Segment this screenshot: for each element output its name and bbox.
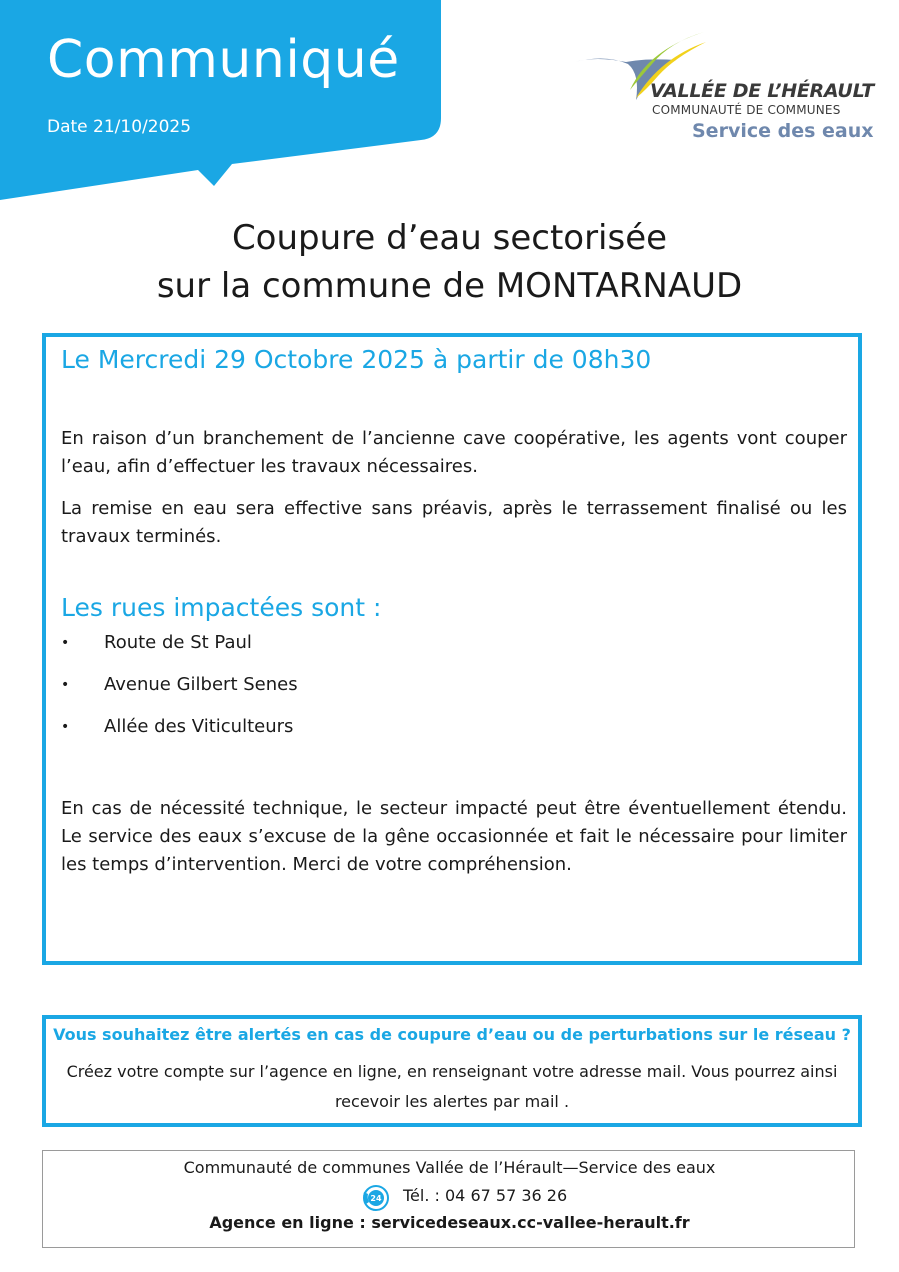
logo-service: Service des eaux	[692, 120, 874, 142]
page-title: Communiqué	[47, 30, 400, 90]
alert-title: Vous souhaitez être alertés en cas de coupure d’eau ou de perturbations sur le réseau ?	[53, 1025, 851, 1044]
intervention-date: Le Mercredi 29 Octobre 2025 à partir de 08h30	[61, 345, 652, 374]
bullet-icon: •	[61, 719, 70, 735]
streets-heading: Les rues impactées sont :	[61, 593, 382, 622]
notice-paragraph-2: La remise en eau sera effective sans préavis, après le terrassement finalisé ou les travaux terminés.	[61, 498, 847, 547]
alert-text: Créez votre compte sur l’agence en ligne, en renseignant votre adresse mail. Vous pourrez ainsi recevoir les alertes par mail .	[66, 1062, 838, 1111]
phone-icon-label: 24	[370, 1194, 382, 1203]
alert-box	[42, 1015, 862, 1127]
logo-subtitle: COMMUNAUTÉ DE COMMUNES	[652, 103, 841, 117]
street-name: Allée des Viticulteurs	[104, 716, 294, 737]
headline-line2: sur la commune de MONTARNAUD	[156, 266, 743, 306]
list-item	[61, 713, 298, 755]
headline	[0, 214, 899, 310]
headline-line1: Coupure d’eau sectorisée	[231, 218, 668, 258]
phone-number: Tél. : 04 67 57 36 26	[403, 1186, 568, 1205]
bullet-icon: •	[61, 635, 70, 651]
logo-name: VALLÉE DE L’HÉRAULT	[650, 80, 874, 102]
footer-organization: Communauté de communes Vallée de l’Hérault—Service des eaux	[183, 1158, 716, 1177]
street-list	[61, 629, 298, 755]
notice-paragraph-3: En cas de nécessité technique, le secteur impacté peut être éventuellement étendu. Le service des eaux s’excuse de la gêne occasionnée et fait le nécessaire pour limiter les temps d’intervention. Merci de votre compréhension.	[61, 798, 847, 875]
notice-paragraph-1: En raison d’un branchement de l’ancienne cave coopérative, les agents vont couper l’eau, afin d’effectuer les travaux nécessaires.	[61, 428, 847, 477]
contact-footer	[42, 1150, 855, 1248]
notice-box	[42, 333, 862, 965]
street-name: Avenue Gilbert Senes	[104, 674, 298, 695]
list-item	[61, 671, 298, 713]
online-agency-link[interactable]: Agence en ligne : servicedeseaux.cc-vallee-herault.fr	[209, 1213, 690, 1232]
bullet-icon: •	[61, 677, 70, 693]
header-banner	[0, 0, 441, 200]
publication-date: Date 21/10/2025	[47, 117, 192, 137]
phone-24h-icon	[361, 1183, 391, 1213]
street-name: Route de St Paul	[104, 632, 252, 653]
list-item	[61, 629, 298, 671]
